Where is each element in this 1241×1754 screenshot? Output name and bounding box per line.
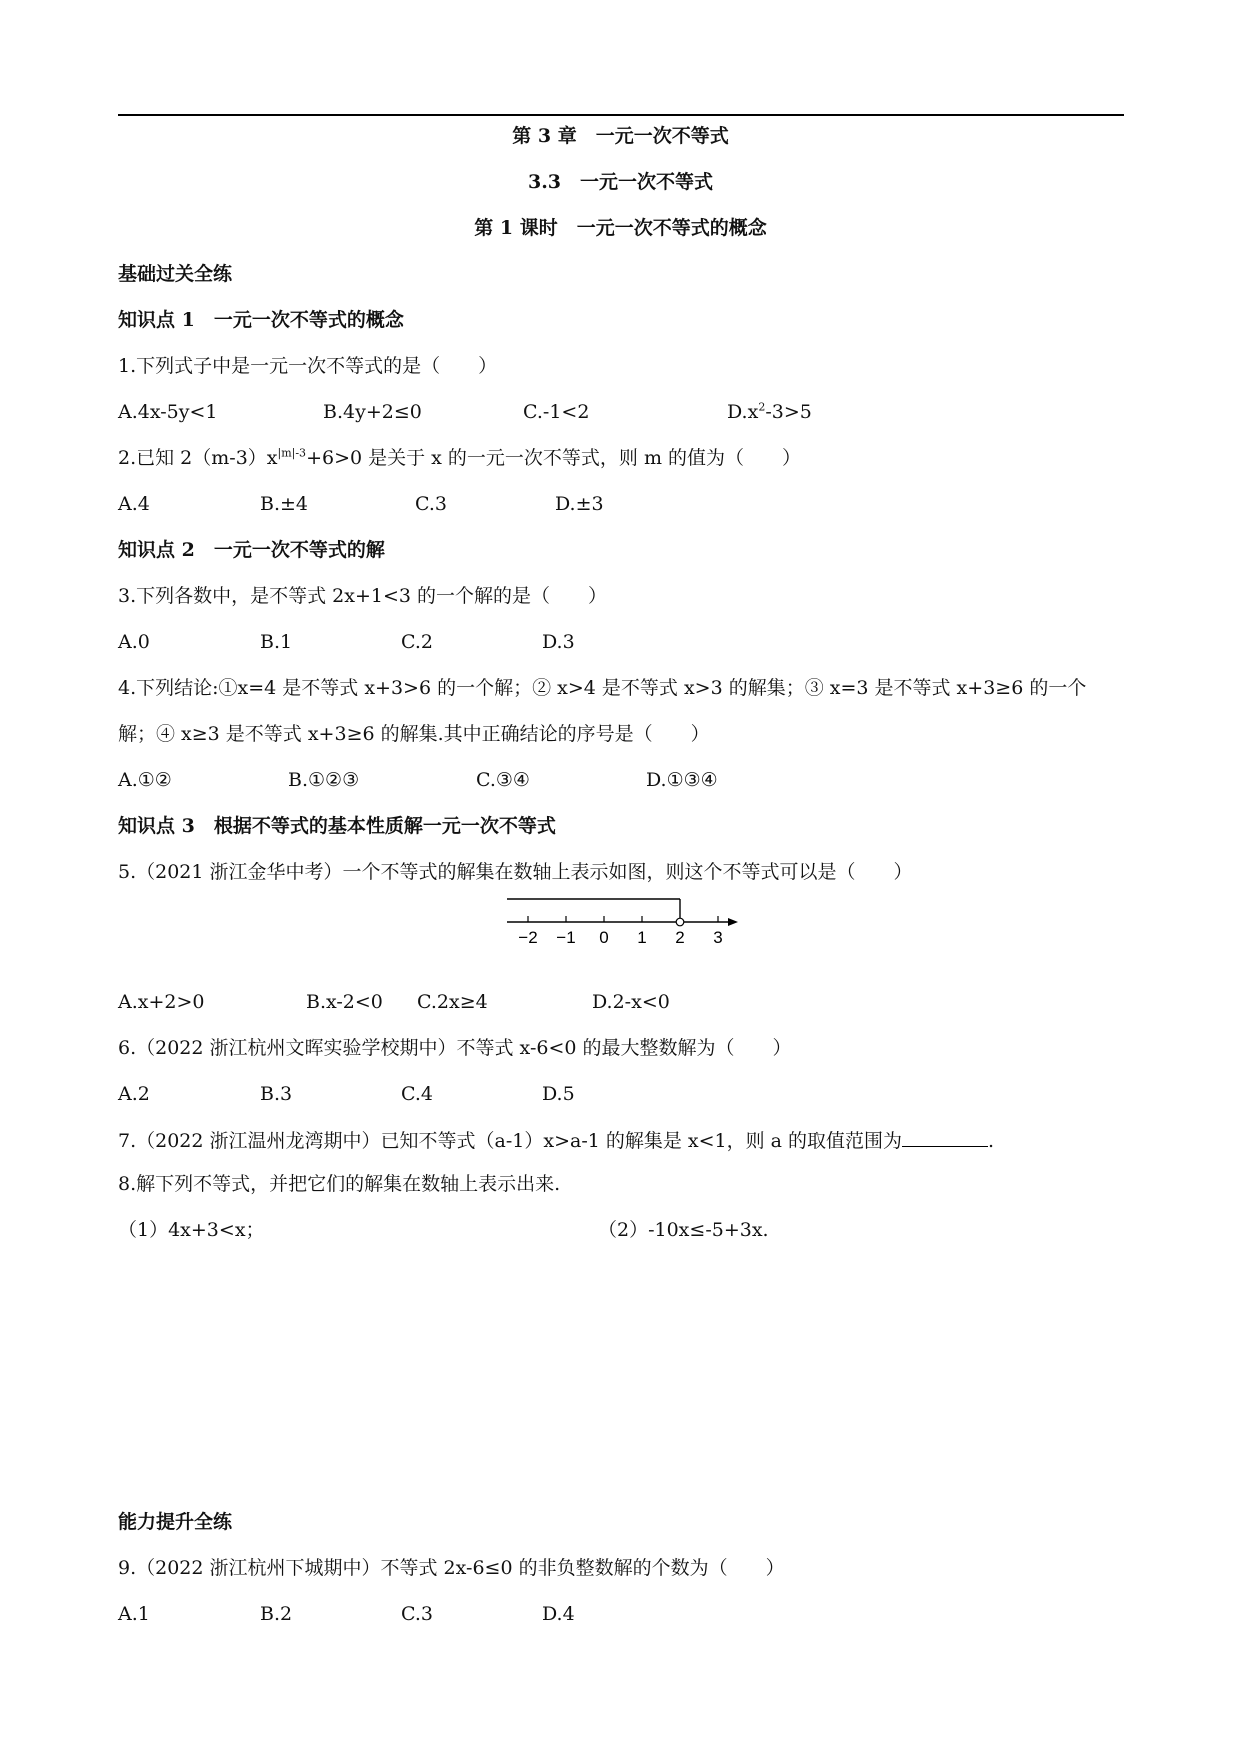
knowledge-point-1: 知识点 1 一元一次不等式的概念 (118, 309, 404, 331)
option-a: A.2 (118, 1083, 150, 1105)
option-a: A.0 (118, 631, 150, 653)
option-b: B.1 (260, 631, 293, 653)
option-c: C.4 (401, 1083, 433, 1105)
tick-label: 2 (675, 928, 685, 947)
question-4-line-1: 4.下列结论:①x=4 是不等式 x+3>6 的一个解；② x>4 是不等式 x>3 的解集；③ x=3 是不等式 x+3≥6 的一个 (118, 677, 1087, 699)
option-b: B.±4 (260, 493, 309, 515)
tick-label: −2 (518, 928, 538, 947)
open-circle (676, 918, 684, 926)
option-b: B.2 (260, 1603, 293, 1625)
option-c: C.2x≥4 (417, 991, 488, 1013)
question-8-sub-1: （1）4x+3<x； (118, 1219, 265, 1241)
part2-title: 能力提升全练 (118, 1511, 233, 1533)
header-rule (118, 114, 1124, 116)
option-d: D.5 (542, 1083, 575, 1105)
answer-blank[interactable] (902, 1128, 988, 1147)
question-3-stem: 3.下列各数中，是不等式 2x+1<3 的一个解的是（ ） (118, 585, 608, 607)
lesson-title: 第 1 课时 一元一次不等式的概念 (474, 217, 767, 239)
tick-label: 1 (637, 928, 647, 947)
option-d: D.①③④ (646, 769, 718, 791)
question-2-stem: 2.已知 $2(m-3)x^{|m|-3}+6>0$ 是关于 x 的一元一次不等式，则 m 的值为（ ） (118, 446, 802, 469)
question-1-stem: 1.下列式子中是一元一次不等式的是（ ） (118, 355, 498, 377)
chapter-title: 第 3 章 一元一次不等式 (512, 125, 729, 147)
part1-title: 基础过关全练 (118, 263, 233, 285)
question-9-stem: 9.（2022 浙江杭州下城期中）不等式 2x-6≤0 的非负整数解的个数为（ ） (118, 1557, 785, 1579)
option-d: D.4 (542, 1603, 575, 1625)
question-8-stem: 8.解下列不等式，并把它们的解集在数轴上表示出来. (118, 1173, 561, 1195)
option-c: C.2 (401, 631, 433, 653)
tick-label: −1 (556, 928, 576, 947)
option-c: C.-1<2 (523, 401, 590, 423)
option-c: C.3 (401, 1603, 433, 1625)
axis-arrow-icon (728, 918, 738, 926)
option-b: B.x-2<0 (306, 991, 383, 1013)
option-d: D.3 (542, 631, 575, 653)
question-4-line-2: 解；④ x≥3 是不等式 x+3≥6 的解集.其中正确结论的序号是（ ） (118, 723, 710, 745)
option-b: B.4y+2≤0 (323, 401, 422, 423)
section-title: 3.3 一元一次不等式 (527, 171, 714, 193)
question-8-sub-2: （2）-10x≤-5+3x. (598, 1219, 769, 1241)
option-c: C.3 (415, 493, 447, 515)
option-a: A.1 (118, 1603, 150, 1625)
option-a: A.①② (118, 769, 172, 791)
option-b: B.3 (260, 1083, 293, 1105)
knowledge-point-3: 知识点 3 根据不等式的基本性质解一元一次不等式 (118, 815, 556, 837)
question-7-stem: 7.（2022 浙江温州龙湾期中）已知不等式（a-1）x>a-1 的解集是 x<1，则 a 的取值范围为 . (118, 1130, 995, 1152)
option-a: A.4x-5y<1 (118, 401, 218, 423)
option-a: A.x+2>0 (118, 991, 205, 1013)
number-line-figure (502, 896, 742, 952)
option-d: D.2-x<0 (592, 991, 670, 1013)
option-c: C.③④ (476, 769, 530, 791)
option-d: D.±3 (555, 493, 604, 515)
question-5-stem: 5.（2021 浙江金华中考）一个不等式的解集在数轴上表示如图，则这个不等式可以是（ ） (118, 861, 913, 883)
question-6-stem: 6.（2022 浙江杭州文晖实验学校期中）不等式 x-6<0 的最大整数解为（ ） (118, 1037, 792, 1059)
tick-label: 3 (713, 928, 723, 947)
option-b: B.①②③ (288, 769, 360, 791)
option-a: A.4 (118, 493, 150, 515)
option-d: $D.x^2-3>5$ (727, 400, 812, 423)
tick-label: 0 (599, 928, 609, 947)
knowledge-point-2: 知识点 2 一元一次不等式的解 (118, 539, 385, 561)
